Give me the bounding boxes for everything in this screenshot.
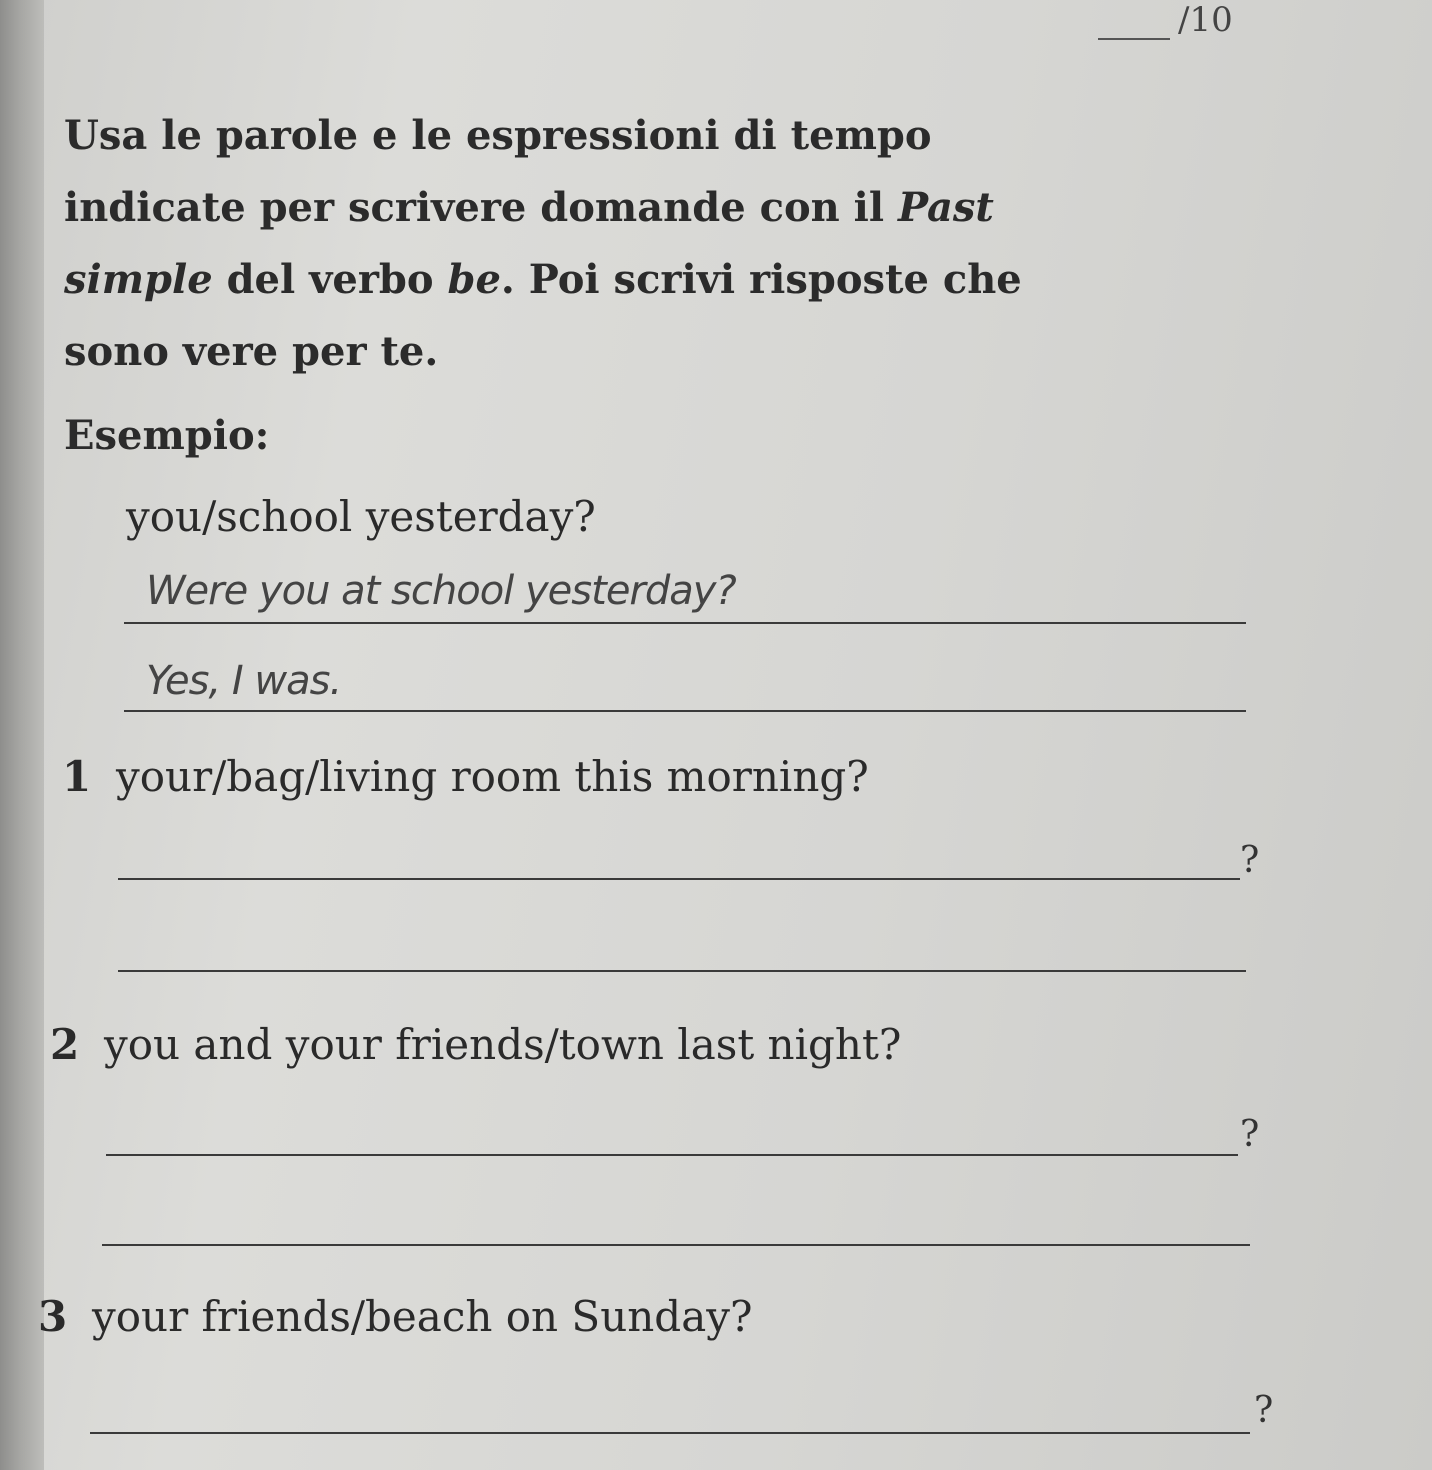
example-label: Esempio: xyxy=(64,412,270,459)
item-number: 2 xyxy=(50,1020,80,1069)
instructions-line-1: Usa le parole e le espressioni di tempo xyxy=(64,112,932,159)
page-margin-shadow xyxy=(0,0,44,1470)
item-1-question-line[interactable] xyxy=(118,878,1240,880)
item-1-prompt xyxy=(62,752,869,801)
instructions xyxy=(64,100,1264,388)
item-number: 3 xyxy=(38,1292,68,1341)
example-prompt: you/school yesterday? xyxy=(126,492,596,541)
item-3-question-line[interactable] xyxy=(90,1432,1250,1434)
instructions-emphasis: simple xyxy=(64,256,213,303)
item-prompt-text: your/bag/living room this morning? xyxy=(116,752,869,801)
instructions-emphasis: be xyxy=(447,256,501,303)
example-short-answer: Yes, I was. xyxy=(146,658,342,704)
item-prompt-text: your friends/beach on Sunday? xyxy=(92,1292,753,1341)
instructions-text: del verbo xyxy=(212,256,448,303)
item-2-question-line[interactable] xyxy=(106,1154,1238,1156)
instructions-line-2 xyxy=(64,172,1264,244)
example-question-answer: Were you at school yesterday? xyxy=(146,568,736,614)
instructions-emphasis: Past xyxy=(897,184,994,231)
item-3-question-mark: ? xyxy=(1254,1390,1274,1431)
item-prompt-text: you and your friends/town last night? xyxy=(104,1020,902,1069)
item-1-question-mark: ? xyxy=(1240,840,1260,881)
instructions-line-3 xyxy=(64,244,1264,316)
item-2-question-mark: ? xyxy=(1240,1114,1260,1155)
instructions-text: indicate per scrivere domande con il xyxy=(64,184,898,231)
item-number: 1 xyxy=(62,752,92,801)
instructions-line-4: sono vere per te. xyxy=(64,328,439,375)
item-2-answer-line[interactable] xyxy=(102,1244,1250,1246)
item-2-prompt xyxy=(50,1020,901,1069)
item-1-answer-line[interactable] xyxy=(118,970,1246,972)
example-answer-line xyxy=(124,710,1246,712)
score-blank[interactable] xyxy=(1098,38,1170,40)
item-3-prompt xyxy=(38,1292,752,1341)
instructions-text: . Poi scrivi risposte che xyxy=(500,256,1022,303)
example-question-line xyxy=(124,622,1246,624)
score-total: /10 xyxy=(1178,0,1233,40)
